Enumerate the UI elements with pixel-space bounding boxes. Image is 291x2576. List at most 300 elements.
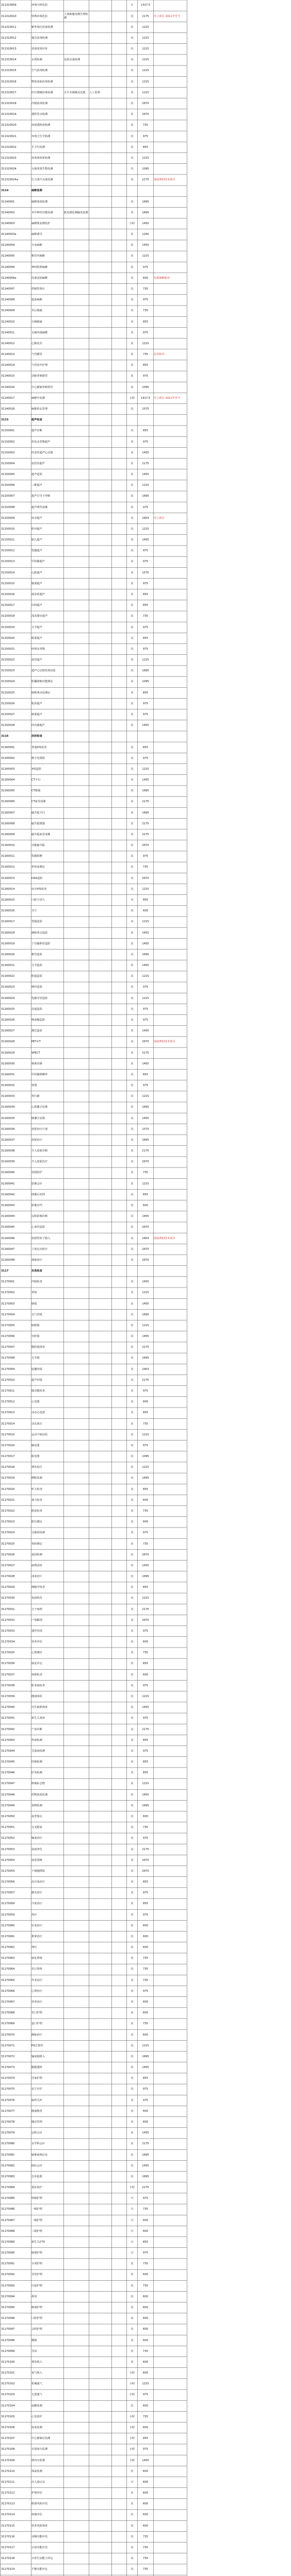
item-code-cell (1, 2477, 31, 2488)
item-name-cell (31, 1178, 63, 1189)
item-name-text: 压疮护理 (31, 2284, 42, 2287)
price-cell (138, 2117, 153, 2128)
unit-text: 次 (131, 1346, 134, 1349)
unit-text: 次 (131, 2001, 134, 2004)
unit-text: 次 (131, 2153, 134, 2157)
table-row (0, 447, 291, 458)
price-cell (138, 2160, 153, 2171)
remark-cell (154, 1942, 187, 1953)
extra-note-cell (112, 76, 126, 87)
unit-text: 次 (131, 364, 134, 367)
item-content-cell (64, 447, 89, 458)
excluded-content-cell (89, 731, 111, 742)
extra-note-cell (112, 786, 126, 796)
item-name-text: 药物浓度监测 (31, 1793, 48, 1797)
price-cell (138, 1037, 153, 1047)
price-text: 735 (143, 1651, 148, 1655)
price-cell (138, 240, 153, 251)
item-name-text: 二级护理 (31, 2218, 42, 2222)
remark-cell (154, 938, 187, 949)
item-code-text: 31170027 (1, 1564, 15, 1567)
remark-cell (154, 1833, 187, 1844)
price-text: 975 (143, 625, 148, 629)
item-name-text: 中心静脉压监测 (31, 2437, 51, 2441)
price-cell (138, 273, 153, 283)
item-name-text: 肌骨超声 (31, 702, 42, 705)
unit-text: 次 (131, 1433, 134, 1436)
item-code-text: 3117 (1, 1269, 9, 1273)
remark-cell (154, 2149, 187, 2160)
item-name-text: 导管护理 (31, 2273, 42, 2277)
item-content-cell (64, 927, 89, 938)
unit-cell (127, 2477, 137, 2488)
item-name-cell (31, 1986, 63, 1996)
price-cell (138, 1986, 153, 1996)
price-cell (138, 2204, 153, 2215)
unit-text: 次 (131, 2098, 134, 2102)
item-name-text: 交叉配血 (31, 1826, 42, 1829)
table-row (0, 65, 291, 76)
item-code-text: 31170051 (1, 1826, 15, 1829)
unit-text: 次 (131, 375, 134, 378)
item-name-text: 消毒效果评价 (31, 47, 48, 51)
extra-note-cell (112, 2543, 126, 2553)
price-cell (138, 611, 153, 622)
unit-text: 次 (131, 200, 134, 204)
excluded-content-cell (89, 775, 111, 786)
remark-cell (154, 950, 187, 960)
unit-text: 日 (131, 2240, 134, 2244)
unit-cell (127, 906, 137, 917)
unit-cell (127, 2411, 137, 2422)
item-code-cell (1, 1538, 31, 1549)
item-name-text: 健康体检 (31, 1695, 42, 1699)
remark-cell (154, 2291, 187, 2302)
excluded-content-cell (89, 1702, 111, 1713)
extra-note-cell (112, 2204, 126, 2215)
unit-cell (127, 1768, 137, 1778)
item-name-cell (31, 1146, 63, 1157)
excluded-content-cell (89, 218, 111, 229)
table-row (0, 120, 291, 131)
table-row (0, 1440, 291, 1451)
excluded-content-cell (89, 1593, 111, 1604)
remark-cell (154, 1364, 187, 1375)
price-text: 855 (143, 604, 148, 607)
unit-cell (127, 1091, 137, 1102)
unit-cell (127, 687, 137, 698)
remark-cell (154, 1167, 187, 1178)
item-code-cell (1, 567, 31, 578)
item-name-cell (31, 2149, 63, 2160)
extra-note-cell (112, 862, 126, 873)
item-code-cell (1, 1429, 31, 1440)
item-content-cell (64, 1746, 89, 1757)
item-name-text: 专项护理 (31, 2262, 42, 2266)
excluded-content-cell (89, 1080, 111, 1091)
remark-cell (154, 1004, 187, 1014)
item-name-cell (31, 1582, 63, 1593)
unit-cell (127, 491, 137, 502)
excluded-content-cell (89, 1473, 111, 1484)
unit-cell (127, 1942, 137, 1953)
extra-note-cell (112, 458, 126, 469)
unit-cell (127, 1877, 137, 1888)
item-code-text: 31170072 (1, 2055, 15, 2058)
item-name-cell (31, 1255, 63, 1266)
price-text: 1215 (142, 975, 149, 978)
remark-cell (154, 2433, 187, 2444)
remark-text: 冬立项目 2011年至今 (154, 396, 181, 400)
excluded-content-cell (89, 1364, 111, 1375)
remark-cell (154, 1320, 187, 1331)
item-name-cell (31, 1451, 63, 1462)
item-name-text: 语言训练 (31, 1968, 42, 1971)
price-cell (138, 1189, 153, 1200)
price-cell (138, 1102, 153, 1113)
unit-text: 次 (131, 1793, 134, 1797)
item-code-cell (1, 2226, 31, 2236)
item-code-text: 31170074 (1, 2077, 15, 2080)
item-name-cell (31, 2531, 63, 2542)
price-cell (138, 33, 153, 44)
excluded-content-cell (89, 1648, 111, 1658)
item-code-cell (1, 1462, 31, 1473)
item-code-text: 31170002 (1, 1291, 15, 1295)
unit-cell (127, 753, 137, 764)
excluded-content-cell (89, 1146, 111, 1157)
unit-text: 次 (131, 473, 134, 477)
item-name-text: 职业病检查 (31, 1684, 45, 1687)
price-cell (138, 1800, 153, 1811)
excluded-content-cell (89, 1222, 111, 1233)
item-name-cell (31, 2182, 63, 2193)
remark-cell (154, 2324, 187, 2335)
unit-cell (127, 731, 137, 742)
price-cell (138, 1757, 153, 1768)
item-code-text: 311310017 (1, 91, 17, 94)
extra-note-cell (112, 927, 126, 938)
table-row (0, 1615, 291, 1625)
item-code-cell (1, 2520, 31, 2531)
item-code-text: 31150026 (1, 702, 15, 705)
table-row (0, 1549, 291, 1560)
excluded-content-cell (89, 1680, 111, 1691)
item-content-cell (64, 1004, 89, 1014)
excluded-content-cell (89, 1615, 111, 1625)
price-cell (138, 567, 153, 578)
unit-cell (127, 1538, 137, 1549)
price-cell (138, 1877, 153, 1888)
remark-cell (154, 207, 187, 218)
extra-note-cell (112, 993, 126, 1004)
remark-cell (154, 2182, 187, 2193)
unit-cell (127, 2499, 137, 2510)
extra-note-cell (112, 633, 126, 643)
remark-cell (154, 164, 187, 175)
item-name-cell (31, 1462, 63, 1473)
price-text: 735 (143, 2262, 148, 2266)
item-name-cell (31, 600, 63, 611)
price-cell (138, 338, 153, 349)
unit-text: 次 (131, 1171, 134, 1175)
unit-cell (127, 229, 137, 240)
item-code-text: 31170088 (1, 2229, 15, 2233)
remark-cell (154, 1680, 187, 1691)
table-row (0, 2204, 291, 2215)
item-name-text: 超声诊断 (31, 429, 42, 433)
excluded-content-cell (89, 2422, 111, 2433)
price-cell (138, 742, 153, 753)
excluded-content-cell (89, 2226, 111, 2236)
excluded-content-cell (89, 1822, 111, 1833)
unit-text: 次 (131, 124, 134, 127)
item-name-text: 新生儿护理 (31, 2240, 45, 2244)
item-content-cell (64, 1440, 89, 1451)
item-name-cell (31, 491, 63, 502)
extra-note-cell (112, 1331, 126, 1342)
item-content-cell (64, 1964, 89, 1975)
remark-cell (154, 306, 187, 316)
unit-text: 次 (131, 844, 134, 848)
item-code-cell (1, 1309, 31, 1320)
price-text: 975 (143, 2448, 148, 2451)
item-code-cell (1, 927, 31, 938)
item-code-cell (1, 1320, 31, 1331)
item-name-text: 紫外线灯消毒检测 (31, 25, 53, 29)
unit-cell (127, 2237, 137, 2248)
item-code-text: 31170011 (1, 1389, 15, 1393)
item-name-cell (31, 1942, 63, 1953)
remark-cell (154, 1735, 187, 1745)
unit-cell (127, 2204, 137, 2215)
unit-text: 次 (131, 1367, 134, 1371)
extra-note-cell (112, 1669, 126, 1680)
item-code-cell (1, 2553, 31, 2564)
price-text: 600 (143, 2218, 148, 2222)
item-code-cell (1, 120, 31, 131)
excluded-content-cell (89, 120, 111, 131)
extra-note-cell (112, 666, 126, 676)
item-name-text: 康复训练 (31, 1957, 42, 1960)
item-code-cell (1, 2106, 31, 2116)
unit-text: 次 (131, 1313, 134, 1316)
remark-cell (154, 1266, 187, 1277)
table-row (0, 600, 291, 611)
item-content-cell (64, 1506, 89, 1517)
item-code-text: 31170005 (1, 1324, 15, 1327)
item-name-cell (31, 196, 63, 207)
item-code-text: 31170040 (1, 1706, 15, 1709)
remark-cell (154, 2510, 187, 2520)
extra-note-cell (112, 2477, 126, 2488)
unit-cell (127, 382, 137, 393)
remark-cell (154, 829, 187, 840)
unit-cell (127, 1189, 137, 1200)
item-name-text: 麻醉中监测 (31, 396, 45, 400)
item-name-text: 居家护理 (31, 2077, 42, 2080)
remark-cell (154, 1789, 187, 1800)
excluded-content-cell (89, 480, 111, 491)
price-text: 1575 (142, 1127, 149, 1131)
unit-text: 次 (131, 1880, 134, 1884)
unit-cell (127, 2117, 137, 2128)
item-content-text: 包括余氯检测 (64, 58, 80, 62)
item-code-text: 31150010 (1, 527, 15, 531)
item-content-cell (64, 1702, 89, 1713)
item-code-cell (1, 1146, 31, 1157)
item-name-cell (31, 862, 63, 873)
item-name-text: 眼压测定 (31, 1520, 42, 1524)
item-name-cell (31, 666, 63, 676)
item-name-text: 随访管理 (31, 2120, 42, 2124)
price-text: 735 (143, 1422, 148, 1426)
price-text: 855 (143, 593, 148, 596)
item-name-text: 眼部超声 (31, 636, 42, 640)
price-cell (138, 1091, 153, 1102)
table-row (0, 1888, 291, 1899)
price-text: 1455 (142, 1280, 149, 1284)
item-name-text: 基因检测 (31, 1553, 42, 1556)
table-row (0, 775, 291, 786)
item-content-cell (64, 567, 89, 578)
excluded-content-cell (89, 306, 111, 316)
unit-cell (127, 1211, 137, 1222)
unit-text: 次 (131, 2175, 134, 2178)
price-cell (138, 98, 153, 109)
price-text: 975 (143, 2098, 148, 2102)
excluded-content-cell (89, 469, 111, 480)
unit-cell (127, 829, 137, 840)
remark-cell (154, 1069, 187, 1080)
unit-cell (127, 982, 137, 993)
item-content-cell (64, 295, 89, 306)
unit-text: 次 (131, 1116, 134, 1120)
excluded-content-cell (89, 2400, 111, 2411)
price-cell (138, 44, 153, 55)
price-cell (138, 426, 153, 436)
unit-text: 次 (131, 1487, 134, 1491)
item-name-cell (31, 1517, 63, 1528)
extra-note-cell (112, 1920, 126, 1931)
unit-text: 次 (131, 134, 134, 138)
table-row (0, 633, 291, 643)
remark-text: 急诊除外 (154, 353, 165, 357)
unit-text: 次 (131, 1891, 134, 1895)
table-row (0, 2095, 291, 2106)
unit-text: 次 (131, 2011, 134, 2015)
extra-note-cell (112, 2117, 126, 2128)
item-content-cell (64, 1648, 89, 1658)
unit-cell (127, 469, 137, 480)
unit-text: 次 (131, 1989, 134, 1993)
item-name-cell (31, 2040, 63, 2051)
remark-cell (154, 709, 187, 720)
unit-text: 次 (131, 265, 134, 269)
item-code-cell (1, 611, 31, 622)
remark-cell (154, 2520, 187, 2531)
remark-cell (154, 1888, 187, 1899)
extra-note-cell (112, 1517, 126, 1528)
item-code-text: 31170066 (1, 1989, 15, 1993)
remark-cell (154, 2117, 187, 2128)
item-code-text: 31170058 (1, 1902, 15, 1906)
extra-note-cell (112, 2302, 126, 2313)
unit-cell (127, 993, 137, 1004)
item-name-text: 毒物检测 (31, 1804, 42, 1807)
unit-text: 次 (131, 1018, 134, 1022)
price-cell (138, 1386, 153, 1397)
item-code-text: 31170060 (1, 1924, 15, 1927)
item-code-text: 3115 (1, 418, 9, 422)
unit-cell (127, 1778, 137, 1789)
price-text: 1695 (142, 2153, 149, 2157)
unit-cell (127, 185, 137, 196)
unit-text: 次 (131, 1968, 134, 1971)
item-content-cell (64, 753, 89, 764)
item-code-cell (1, 2324, 31, 2335)
item-code-text: 31170102 (1, 2382, 15, 2386)
item-code-cell (1, 535, 31, 546)
item-code-cell (1, 33, 31, 44)
item-code-cell (1, 458, 31, 469)
item-name-text: 冷冻治疗 (31, 1902, 42, 1906)
extra-note-cell (112, 1309, 126, 1320)
item-name-cell (31, 1440, 63, 1451)
unit-text: 小时 (129, 2459, 135, 2462)
table-row (0, 426, 291, 436)
extra-note-cell (112, 2019, 126, 2029)
price-cell (138, 131, 153, 142)
extra-note-cell (112, 1298, 126, 1309)
item-name-cell (31, 1353, 63, 1364)
item-name-cell (31, 382, 63, 393)
item-name-cell (31, 982, 63, 993)
price-text: 1215 (142, 1324, 149, 1327)
item-name-cell (31, 251, 63, 262)
extra-note-cell (112, 1615, 126, 1625)
price-text: 735 (143, 1978, 148, 1982)
unit-text: 次 (131, 1411, 134, 1415)
price-text: 975 (143, 2197, 148, 2200)
price-text: 1455 (142, 1793, 149, 1797)
extra-note-cell (112, 1484, 126, 1495)
item-name-cell (31, 2488, 63, 2499)
item-name-text: 环境分析化验 (31, 4, 48, 7)
item-content-cell (64, 2008, 89, 2019)
unit-text: 次 (131, 1804, 134, 1807)
item-code-text: 31170112 (1, 2492, 15, 2495)
table-row (0, 349, 291, 360)
item-code-text: 31160014 (1, 887, 15, 891)
item-name-text: 关节镜 (31, 1357, 40, 1360)
excluded-content-cell (89, 622, 111, 633)
unit-cell (127, 404, 137, 415)
table-row (0, 327, 291, 338)
item-name-cell (31, 349, 63, 360)
excluded-content-cell (89, 2520, 111, 2531)
excluded-content-cell (89, 2269, 111, 2280)
price-cell (138, 1397, 153, 1408)
table-row (0, 1997, 291, 2008)
table-row (0, 142, 291, 152)
item-content-cell (64, 1789, 89, 1800)
item-code-text: 31170044 (1, 1749, 15, 1753)
item-name-text: 骨龄测定 (31, 1542, 42, 1546)
table-row (0, 938, 291, 949)
item-content-cell (64, 76, 89, 87)
price-cell (138, 207, 153, 218)
